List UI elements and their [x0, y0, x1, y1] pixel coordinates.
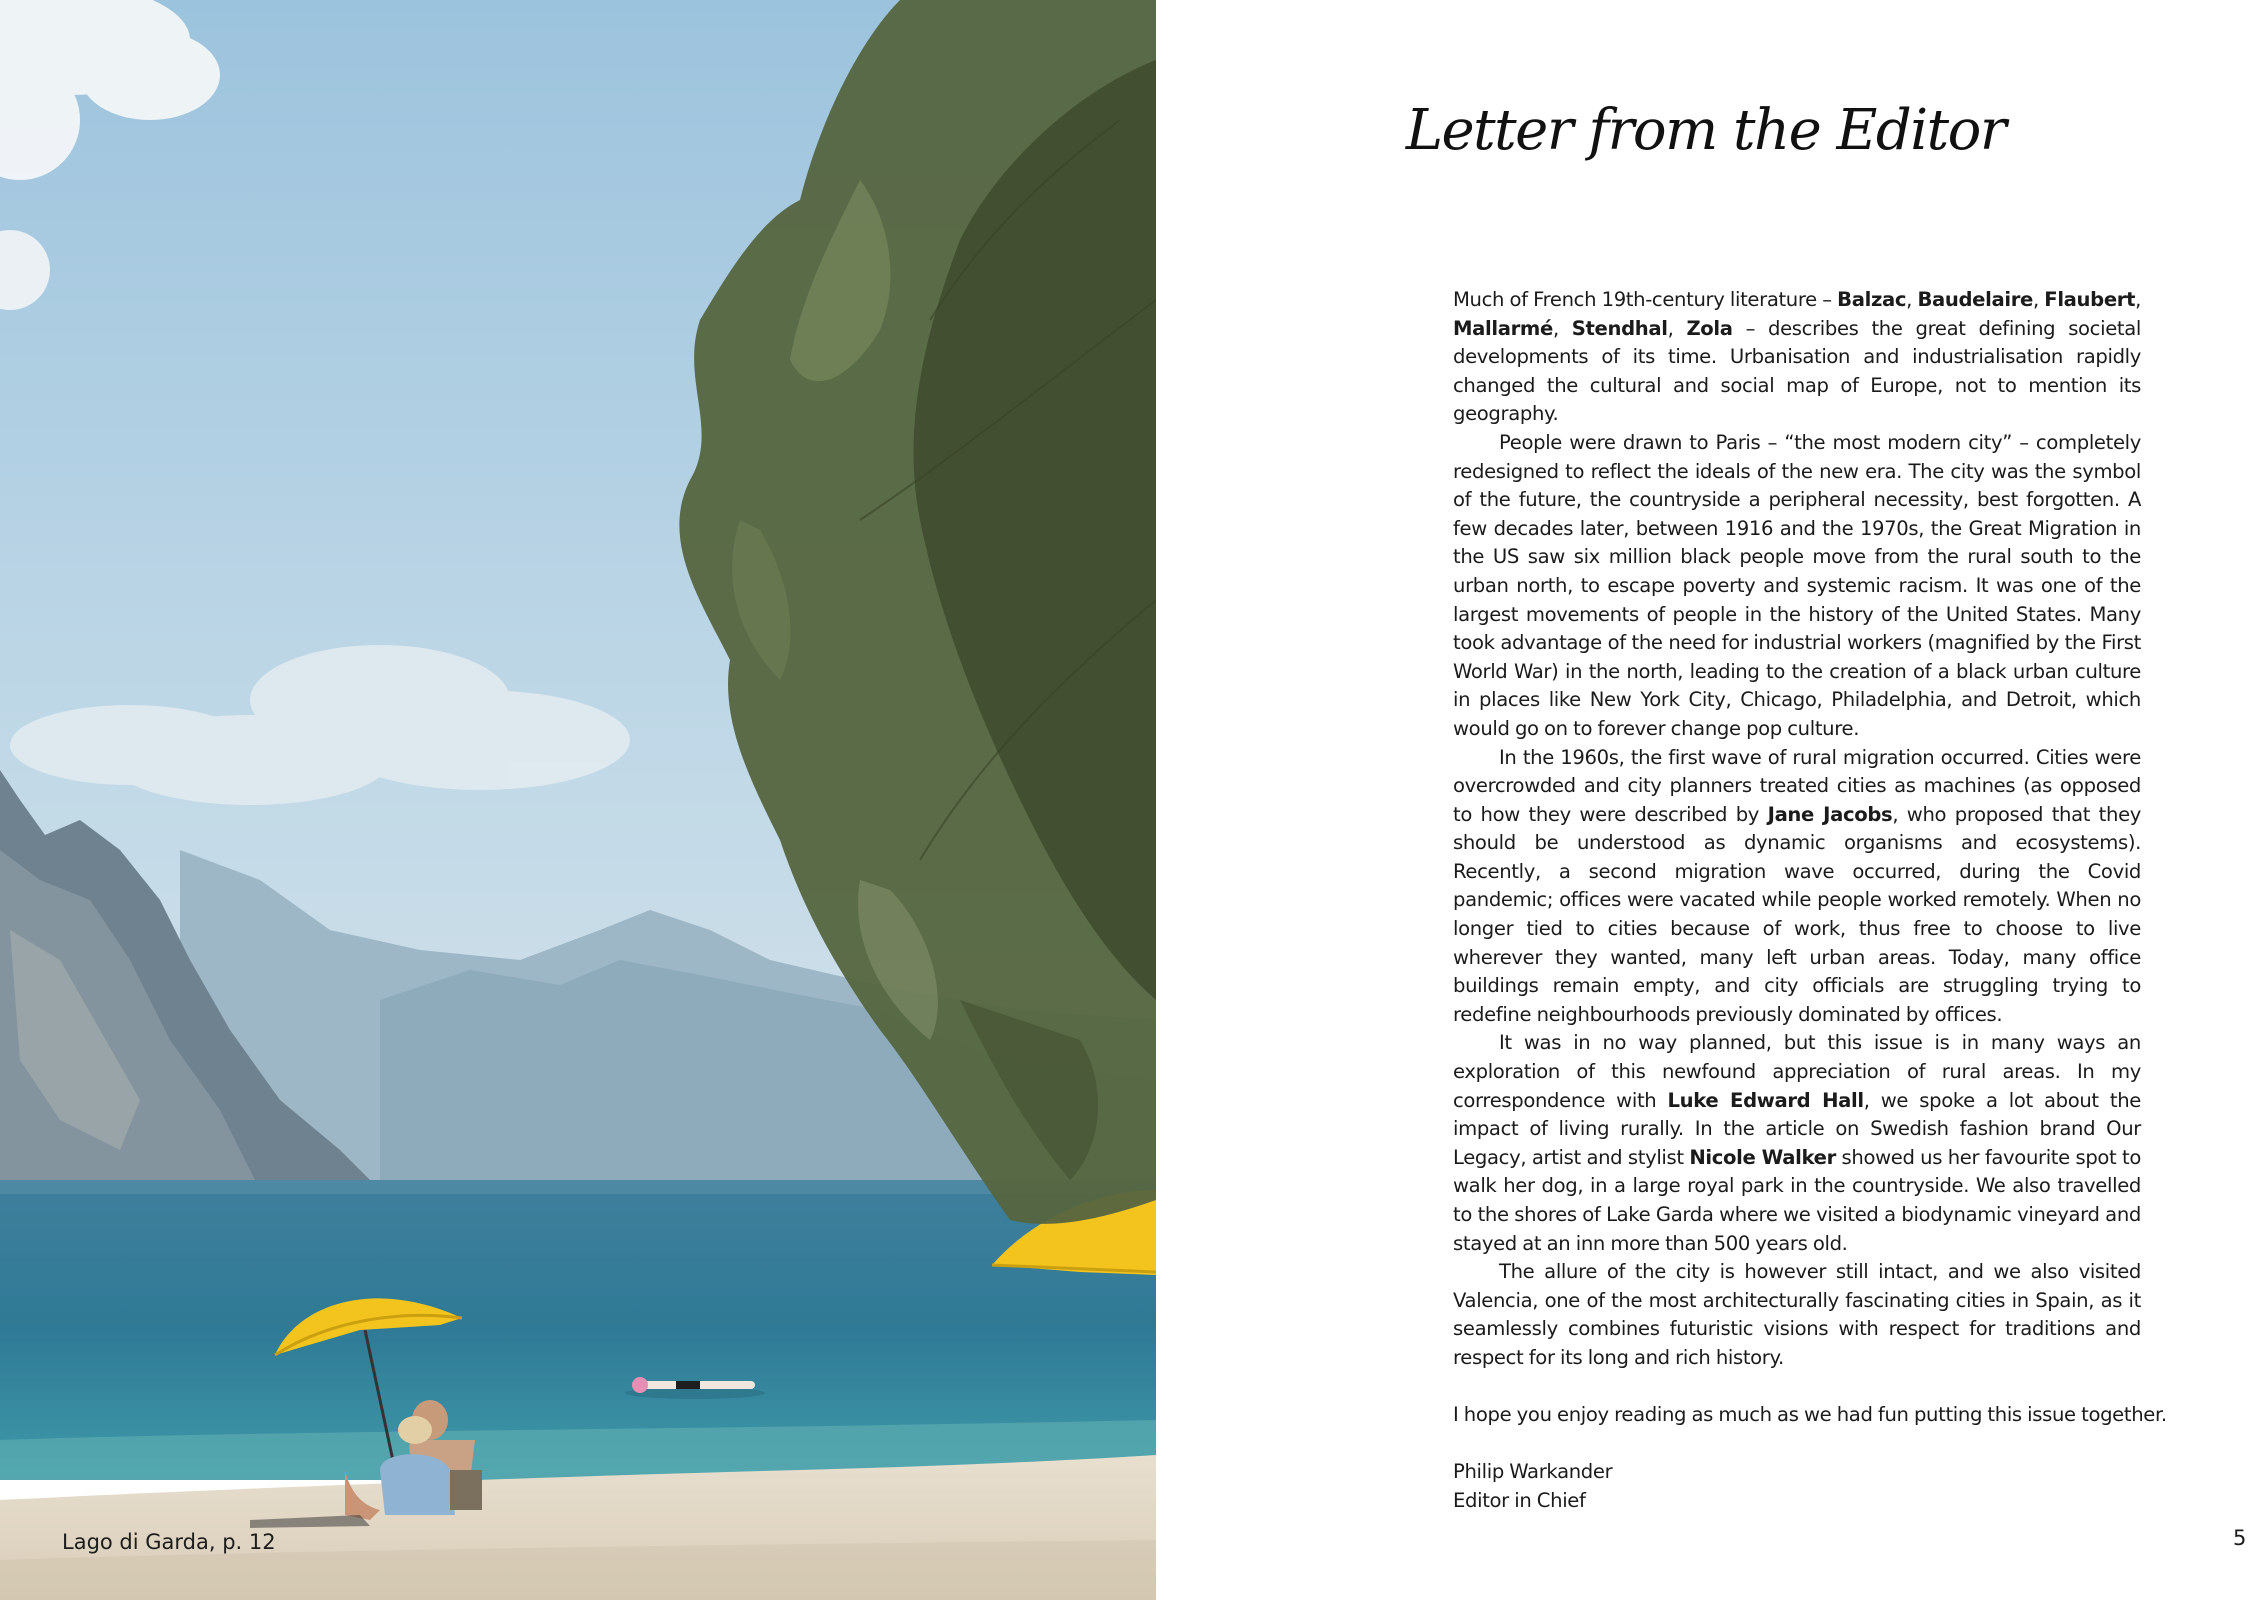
paragraph-1: Much of French 19th-century literature – Balzac, Baudelaire, Flaubert, Mallarmé, Stendhal, Zola – describes the great defining societal developments of its time. Urbanisation and industrialisation rapidly changed the cultural and social map of Europe, not to mention its geography. [1453, 288, 2141, 426]
paragraph-4: It was in no way planned, but this issue is in many ways an exploration of this newfound appreciation of rural areas. In my correspondence with Luke Edward Hall, we spoke a lot about the impact of living rurally. In the article on Swedish fashion brand Our Legacy, artist and stylist Nicole Walker showed us her favourite spot to walk her dog, in a large royal park in the countryside. We also travelled to the shores of Lake Garda where we visited a biodynamic vineyard and stayed at an inn more than 500 years old. [1453, 1031, 2142, 1255]
bold-name: Mallarmé [1453, 316, 1553, 340]
letter-title: Letter from the Editor [1405, 98, 2006, 163]
bold-name: Nicole Walker [1689, 1145, 1836, 1169]
bold-name: Jane Jacobs [1767, 802, 1893, 826]
closing-line: I hope you enjoy reading as much as we had fun putting this issue together. [1453, 1403, 2167, 1427]
bold-name: Stendhal [1571, 316, 1668, 340]
signature-role: Editor in Chief [1453, 1488, 1586, 1512]
letter-body [1453, 286, 2167, 1516]
photo-caption: Lago di Garda, p. 12 [62, 1530, 276, 1554]
page-number: 5 [2233, 1526, 2247, 1550]
paragraph-3: In the 1960s, the first wave of rural migration occurred. Cities were overcrowded and city planners treated cities as machines (as opposed to how they were described by Jane Jacobs, who proposed that they should be understood as dynamic organisms and ecosystems). Recently, a second migration wave occurred, during the Covid pandemic; offices were vacated while people worked remotely. When no longer tied to cities because of work, thus free to choose to live wherever they wanted, many left urban areas. Today, many office buildings remain empty, and city officials are struggling trying to redefine neighbourhoods previously dominated by offices. [1453, 745, 2142, 1026]
bold-name: Flaubert [2044, 288, 2136, 311]
bold-name: Zola [1686, 316, 1733, 340]
bold-name: Luke Edward Hall [1667, 1088, 1864, 1112]
paragraph-2: People were drawn to Paris – “the most modern city” – completely redesigned to reflect the ideals of the new era. The city was the symbol of the future, the countryside a peripheral necessity, best forgotten. A few decades later, between 1916 and the 1970s, the Great Migration in the US saw six million black people move from the rural south to the urban north, to escape poverty and systemic racism. It was one of the largest movements of people in the history of the United States. Many took advantage of the need for industrial workers (magnified by the First World War) in the north, leading to the creation of a black urban culture in places like New York City, Chicago, Philadelphia, and Detroit, which would go on to forever change pop culture. [1453, 430, 2141, 740]
paragraph-5: The allure of the city is however still intact, and we also visited Valencia, one of the most architecturally fascinating cities in Spain, as it seamlessly combines futuristic visions with respect for traditions and respect for its long and rich history. [1453, 1260, 2141, 1369]
bold-name: Balzac [1837, 288, 1907, 311]
signature-block [1453, 1458, 2141, 1515]
bold-name: Baudelaire [1917, 288, 2033, 311]
signature-name: Philip Warkander [1453, 1460, 1613, 1484]
